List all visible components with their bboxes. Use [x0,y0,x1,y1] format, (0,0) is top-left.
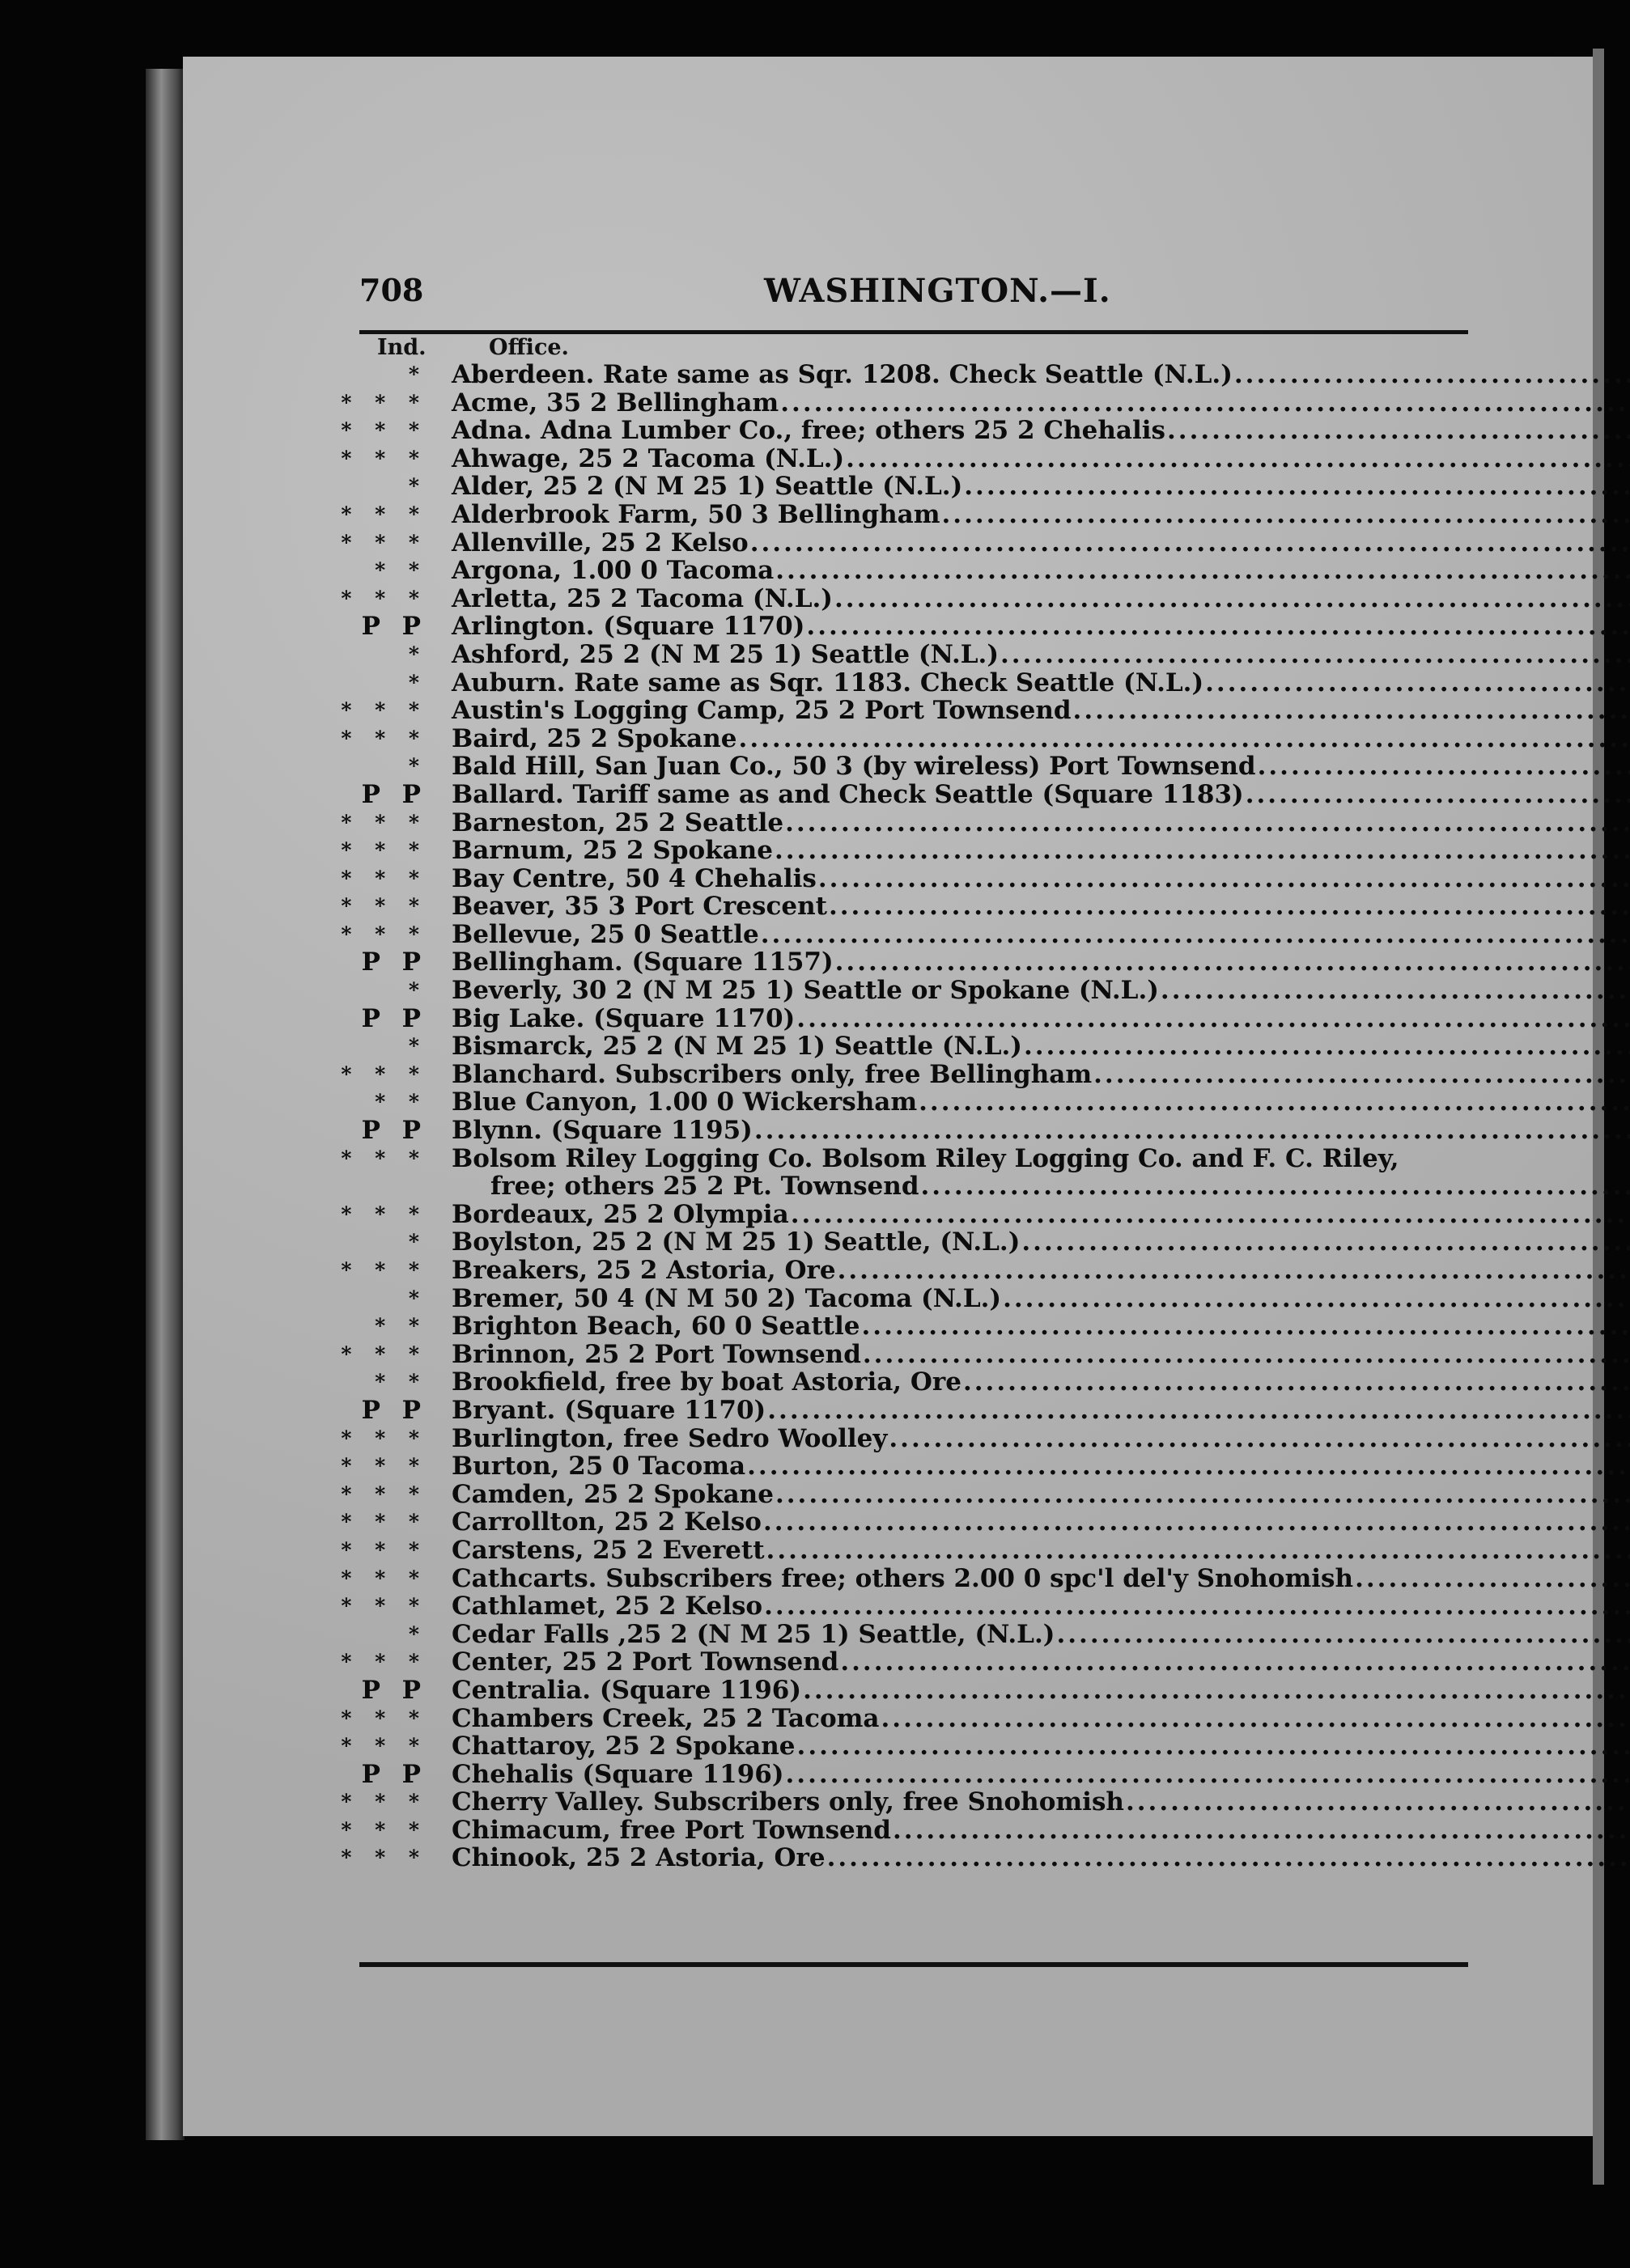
entry-office-text: Carstens, 25 2 Everett [452,1535,765,1565]
entry-office [452,417,1630,445]
page-number: 708 [359,272,424,308]
entry-office-text: Arlington. (Square 1170) [452,612,805,642]
leader-dots [1233,361,1630,389]
entry-indicator: * [408,754,427,778]
entry-indicator: * [408,978,427,1003]
list-item [337,1088,1467,1117]
list-item [337,1817,1467,1845]
entry-indicator: * [408,1286,427,1310]
entry-indicator: * * * [341,1537,427,1562]
list-item [337,1032,1467,1061]
leader-dots [961,1368,1630,1397]
list-item [337,1844,1467,1872]
leader-dots [762,1508,1630,1537]
leader-dots [1124,1788,1630,1817]
list-item [337,1061,1467,1089]
column-header-indicator: Ind. [377,335,427,360]
list-item [337,725,1467,753]
list-item [337,445,1467,473]
leader-dots [962,473,1630,501]
entry-indicator: * * * [341,726,427,750]
leader-dots [834,948,1630,977]
leader-dots [1055,1621,1630,1649]
leader-dots [1165,417,1630,445]
leader-dots [745,1452,1630,1481]
list-item [337,1145,1467,1201]
leader-dots [844,445,1630,473]
entry-indicator: P P [361,1675,427,1705]
entry-office [452,1817,1630,1845]
entry-office [452,613,1630,641]
entry-office-text: Cathlamet, 25 2 Kelso [452,1592,763,1622]
entry-indicator: * [408,670,427,694]
entry-indicator: * * * [341,446,427,470]
entry-office-text: Chimacum, free Port Townsend [452,1815,891,1845]
entry-office-text: Acme, 35 2 Bellingham [452,388,779,418]
entry-office-text: Center, 25 2 Port Townsend [452,1647,839,1677]
leader-dots [1203,669,1630,697]
entry-office [452,669,1630,697]
list-item [337,1648,1467,1677]
entry-office [452,1201,1630,1229]
leader-dots [784,1761,1630,1789]
column-headers [377,335,1462,362]
entry-office [452,977,1630,1005]
leader-dots [880,1705,1630,1733]
leader-dots [762,1592,1630,1621]
list-item [337,417,1467,445]
entry-office-text: Boylston, 25 2 (N M 25 1) Seattle, (N.L.) [452,1227,1021,1257]
entry-office-text: Breakers, 25 2 Astoria, Ore [452,1256,836,1285]
entry-office [452,1368,1630,1397]
list-item [337,1508,1467,1537]
page-header [359,272,1468,316]
entry-office [452,1452,1630,1481]
entry-indicator: * * * [341,866,427,890]
entry-indicator: P P [361,1759,427,1789]
entry-office [452,1257,1630,1285]
entry-indicator: * * * [341,1650,427,1674]
list-item [337,1341,1467,1369]
leader-dots [737,725,1630,753]
entry-list [337,361,1467,1872]
entry-office [452,641,1630,669]
entry-office [452,725,1630,753]
entry-office-text: Beverly, 30 2 (N M 25 1) Seattle or Spokane (N.L.) [452,976,1159,1006]
entry-office-text: Burton, 25 0 Tacoma [452,1452,746,1482]
list-item [337,613,1467,641]
entry-office-text: Beaver, 35 3 Port Crescent [452,892,827,922]
entry-indicator: * * * [341,1202,427,1226]
list-item [337,557,1467,585]
leader-dots [783,809,1630,837]
list-item [337,1425,1467,1453]
footer-rule [359,1962,1468,1967]
entry-indicator: P P [361,1116,427,1146]
leader-dots [789,1201,1630,1229]
leader-dots [1244,781,1630,809]
entry-office [452,585,1630,613]
entry-office-text: Barnum, 25 2 Spokane [452,836,773,866]
leader-dots [749,529,1630,557]
entry-office-text: Bismarck, 25 2 (N M 25 1) Seattle (N.L.) [452,1032,1022,1062]
list-item [337,1452,1467,1481]
entry-office [452,1481,1630,1509]
entry-indicator: * * * [341,698,427,723]
entry-office-text: Argona, 1.00 0 Tacoma [452,556,775,586]
entry-office-text: Cherry Valley. Subscribers only, free Snohomish [452,1787,1124,1817]
list-item [337,1117,1467,1145]
leader-dots [838,1648,1630,1677]
list-item [337,1677,1467,1705]
entry-indicator: * * [375,1314,427,1338]
leader-dots [1072,697,1630,725]
entry-office [452,1341,1630,1369]
list-item [337,1257,1467,1285]
entry-office [452,557,1630,585]
entry-indicator: * [408,642,427,666]
entry-office [452,921,1630,949]
entry-office [452,1761,1630,1789]
list-item [337,669,1467,697]
entry-office-text: Chehalis (Square 1196) [452,1759,784,1789]
entry-office [452,1312,1630,1341]
leader-dots [765,1537,1630,1565]
entry-indicator: P P [361,947,427,977]
list-item [337,921,1467,949]
list-item [337,697,1467,725]
entry-office [452,1228,1630,1257]
entry-office [452,1537,1630,1565]
leader-dots [766,1397,1630,1425]
leader-dots [779,389,1630,418]
entry-office [452,1145,1630,1201]
entry-indicator: * * * [341,390,427,414]
entry-office-text: Arletta, 25 2 Tacoma (N.L.) [452,583,833,613]
list-item [337,1481,1467,1509]
list-item [337,1592,1467,1621]
entry-indicator: * * * [341,530,427,554]
list-item [337,1201,1467,1229]
list-item [337,948,1467,977]
entry-office [452,1508,1630,1537]
entry-office [452,361,1630,389]
entry-office-text: Bay Centre, 50 4 Chehalis [452,863,817,893]
entry-office-text: Camden, 25 2 Spokane [452,1479,774,1509]
entry-office [452,948,1630,977]
entry-indicator: * * * [341,1734,427,1758]
entry-office-text: Big Lake. (Square 1170) [452,1003,796,1033]
entry-office-text: Brinnon, 25 2 Port Townsend [452,1339,861,1369]
list-item [337,529,1467,557]
entry-office [452,1621,1630,1649]
entry-office-text: Allenville, 25 2 Kelso [452,528,749,557]
entry-indicator: P P [361,612,427,642]
entry-office-text: Barneston, 25 2 Seattle [452,808,784,837]
list-item [337,501,1467,529]
entry-indicator: * [408,1622,427,1646]
list-item [337,752,1467,781]
list-item [337,1228,1467,1257]
leader-dots [940,501,1630,529]
leader-dots [774,557,1630,585]
entry-office [452,1397,1630,1425]
list-item [337,1732,1467,1761]
entry-office [452,865,1630,893]
entry-office [452,1032,1630,1061]
list-item [337,1621,1467,1649]
entry-indicator: * * * [341,1594,427,1618]
leader-dots [833,585,1630,613]
entry-office-text: Austin's Logging Camp, 25 2 Port Townsend [452,696,1072,726]
entry-indicator: * * [375,558,427,583]
entry-office [452,1061,1630,1089]
leader-dots [774,1481,1630,1509]
entry-office-text: Brookfield, free by boat Astoria, Ore [452,1367,961,1397]
entry-office [452,892,1630,921]
leader-dots [860,1312,1630,1341]
leader-dots [1092,1061,1630,1089]
list-item [337,1761,1467,1789]
entry-indicator: * * * [341,1454,427,1478]
leader-dots [917,1088,1630,1117]
entry-indicator: P P [361,1003,427,1033]
entry-office-text: Ashford, 25 2 (N M 25 1) Seattle (N.L.) [452,639,1000,669]
entry-office-text: Bellevue, 25 0 Seattle [452,919,759,949]
entry-office-text: Cathcarts. Subscribers free; others 2.00 0 spc'l del'y Snohomish [452,1563,1354,1593]
entry-indicator: * * * [341,1566,427,1590]
list-item [337,361,1467,389]
entry-indicator: * * * [341,838,427,863]
list-item [337,585,1467,613]
entry-office-text: Aberdeen. Rate same as Sqr. 1208. Check Seattle (N.L.) [452,360,1233,389]
list-item [337,389,1467,418]
entry-office-continuation: free; others 25 2 Pt. Townsend [490,1172,919,1202]
entry-office [452,1732,1630,1761]
leader-dots [999,641,1630,669]
entry-indicator: * * * [341,810,427,834]
list-item [337,1565,1467,1593]
entry-indicator: * * * [341,1482,427,1506]
entry-office [452,1844,1630,1872]
entry-indicator: * * * [341,1426,427,1450]
book-spine-edge [146,69,185,2140]
leader-dots [773,837,1630,865]
entry-office [452,1788,1630,1817]
entry-office [452,752,1630,781]
entry-indicator: * * [375,1370,427,1394]
entry-office-text: Bald Hill, San Juan Co., 50 3 (by wireless) Port Townsend [452,752,1256,782]
entry-office-text: Baird, 25 2 Spokane [452,723,737,753]
entry-office [452,809,1630,837]
entry-office [452,1592,1630,1621]
entry-office [452,781,1630,809]
list-item [337,977,1467,1005]
entry-indicator: * [408,1230,427,1254]
entry-office [452,529,1630,557]
entry-office [452,1285,1630,1313]
leader-dots [795,1005,1630,1033]
list-item [337,809,1467,837]
entry-indicator: * * * [341,1706,427,1730]
entry-indicator: P P [361,779,427,809]
entry-indicator: * * * [341,1817,427,1842]
entry-office [452,1705,1630,1733]
entry-indicator: * * * [341,586,427,610]
leader-dots [1001,1285,1630,1313]
list-item [337,473,1467,501]
entry-office-text: Blue Canyon, 1.00 0 Wickersham [452,1087,918,1117]
entry-office-text: Auburn. Rate same as Sqr. 1183. Check Seattle (N.L.) [452,668,1204,697]
leader-dots [1022,1032,1630,1061]
leader-dots [759,921,1630,949]
entry-indicator: * [408,1034,427,1058]
entry-indicator: * * * [341,894,427,918]
entry-office-text: Chambers Creek, 25 2 Tacoma [452,1703,880,1733]
entry-indicator: * * * [341,502,427,526]
leader-dots [801,1677,1630,1705]
leader-dots [861,1341,1630,1369]
entry-office [452,697,1630,725]
entry-office-text: Blanchard. Subscribers only, free Bellingham [452,1059,1093,1089]
running-title: WASHINGTON.—I. [764,272,1111,310]
entry-office-text: Centralia. (Square 1196) [452,1675,802,1705]
entry-office [452,837,1630,865]
leader-dots [796,1732,1630,1761]
entry-indicator: * * [375,1090,427,1114]
leader-dots [817,865,1630,893]
entry-office-text: Cedar Falls ,25 2 (N M 25 1) Seattle, (N.L.) [452,1619,1055,1649]
leader-dots [827,892,1630,921]
list-item [337,1285,1467,1313]
list-item [337,865,1467,893]
header-rule [359,330,1468,334]
entry-office-text: Alder, 25 2 (N M 25 1) Seattle (N.L.) [452,472,963,502]
list-item [337,1537,1467,1565]
list-item [337,1005,1467,1033]
entry-office-text: Brighton Beach, 60 0 Seattle [452,1312,860,1342]
entry-office [452,1117,1630,1145]
leader-dots [1256,752,1630,781]
leader-dots [804,613,1630,641]
leader-dots [891,1817,1630,1845]
entry-indicator: * * * [341,1510,427,1534]
list-item [337,837,1467,865]
leader-dots [1159,977,1630,1005]
entry-indicator: * * * [341,1258,427,1282]
list-item [337,641,1467,669]
leader-dots [1353,1565,1630,1593]
leader-dots [836,1257,1630,1285]
entry-office-text: Alderbrook Farm, 50 3 Bellingham [452,499,940,529]
entry-office-text: Bordeaux, 25 2 Olympia [452,1199,789,1229]
entry-office-text: Bryant. (Square 1170) [452,1395,766,1425]
entry-office-text: Burlington, free Sedro Woolley [452,1423,888,1453]
list-item [337,1788,1467,1817]
entry-indicator: * * * [341,1062,427,1086]
entry-office-text: Ballard. Tariff same as and Check Seattle (Square 1183) [452,779,1244,809]
leader-dots [753,1117,1630,1145]
column-header-office: Office. [489,335,569,360]
entry-office-text: Blynn. (Square 1195) [452,1116,753,1146]
entry-office-text: Bremer, 50 4 (N M 50 2) Tacoma (N.L.) [452,1283,1002,1313]
entry-office [452,445,1630,473]
entry-office [452,1088,1630,1117]
entry-office [452,1565,1630,1593]
leader-dots [826,1844,1630,1872]
entry-office-text: Ahwage, 25 2 Tacoma (N.L.) [452,443,845,473]
entry-office [452,1005,1630,1033]
leader-dots [919,1172,1630,1201]
entry-indicator: P P [361,1395,427,1425]
list-item [337,892,1467,921]
leader-dots [887,1425,1630,1453]
entry-indicator: * [408,362,427,386]
list-item [337,1368,1467,1397]
entry-indicator: * * * [341,1342,427,1366]
entry-indicator: * * * [341,1790,427,1814]
entry-indicator: * * * [341,418,427,443]
entry-office-text: Chattaroy, 25 2 Spokane [452,1732,796,1761]
list-item [337,1312,1467,1341]
entry-office-text: Adna. Adna Lumber Co., free; others 25 2 Chehalis [452,416,1165,446]
entry-indicator: * [408,474,427,498]
list-item [337,1397,1467,1425]
entry-office-text: Bellingham. (Square 1157) [452,947,834,977]
entry-indicator: * * * [341,1146,427,1170]
leader-dots [1020,1228,1630,1257]
entry-office [452,1425,1630,1453]
entry-office [452,1648,1630,1677]
entry-office [452,473,1630,501]
entry-office-text: Chinook, 25 2 Astoria, Ore [452,1843,826,1873]
entry-indicator: * * * [341,1846,427,1870]
entry-office [452,389,1630,418]
entry-office-text: Carrollton, 25 2 Kelso [452,1507,762,1537]
entry-office-text: Bolsom Riley Logging Co. Bolsom Riley Logging Co. and F. C. Riley, [452,1143,1399,1173]
list-item [337,781,1467,809]
entry-office [452,1677,1630,1705]
entry-office [452,501,1630,529]
entry-indicator: * * * [341,922,427,946]
list-item [337,1705,1467,1733]
